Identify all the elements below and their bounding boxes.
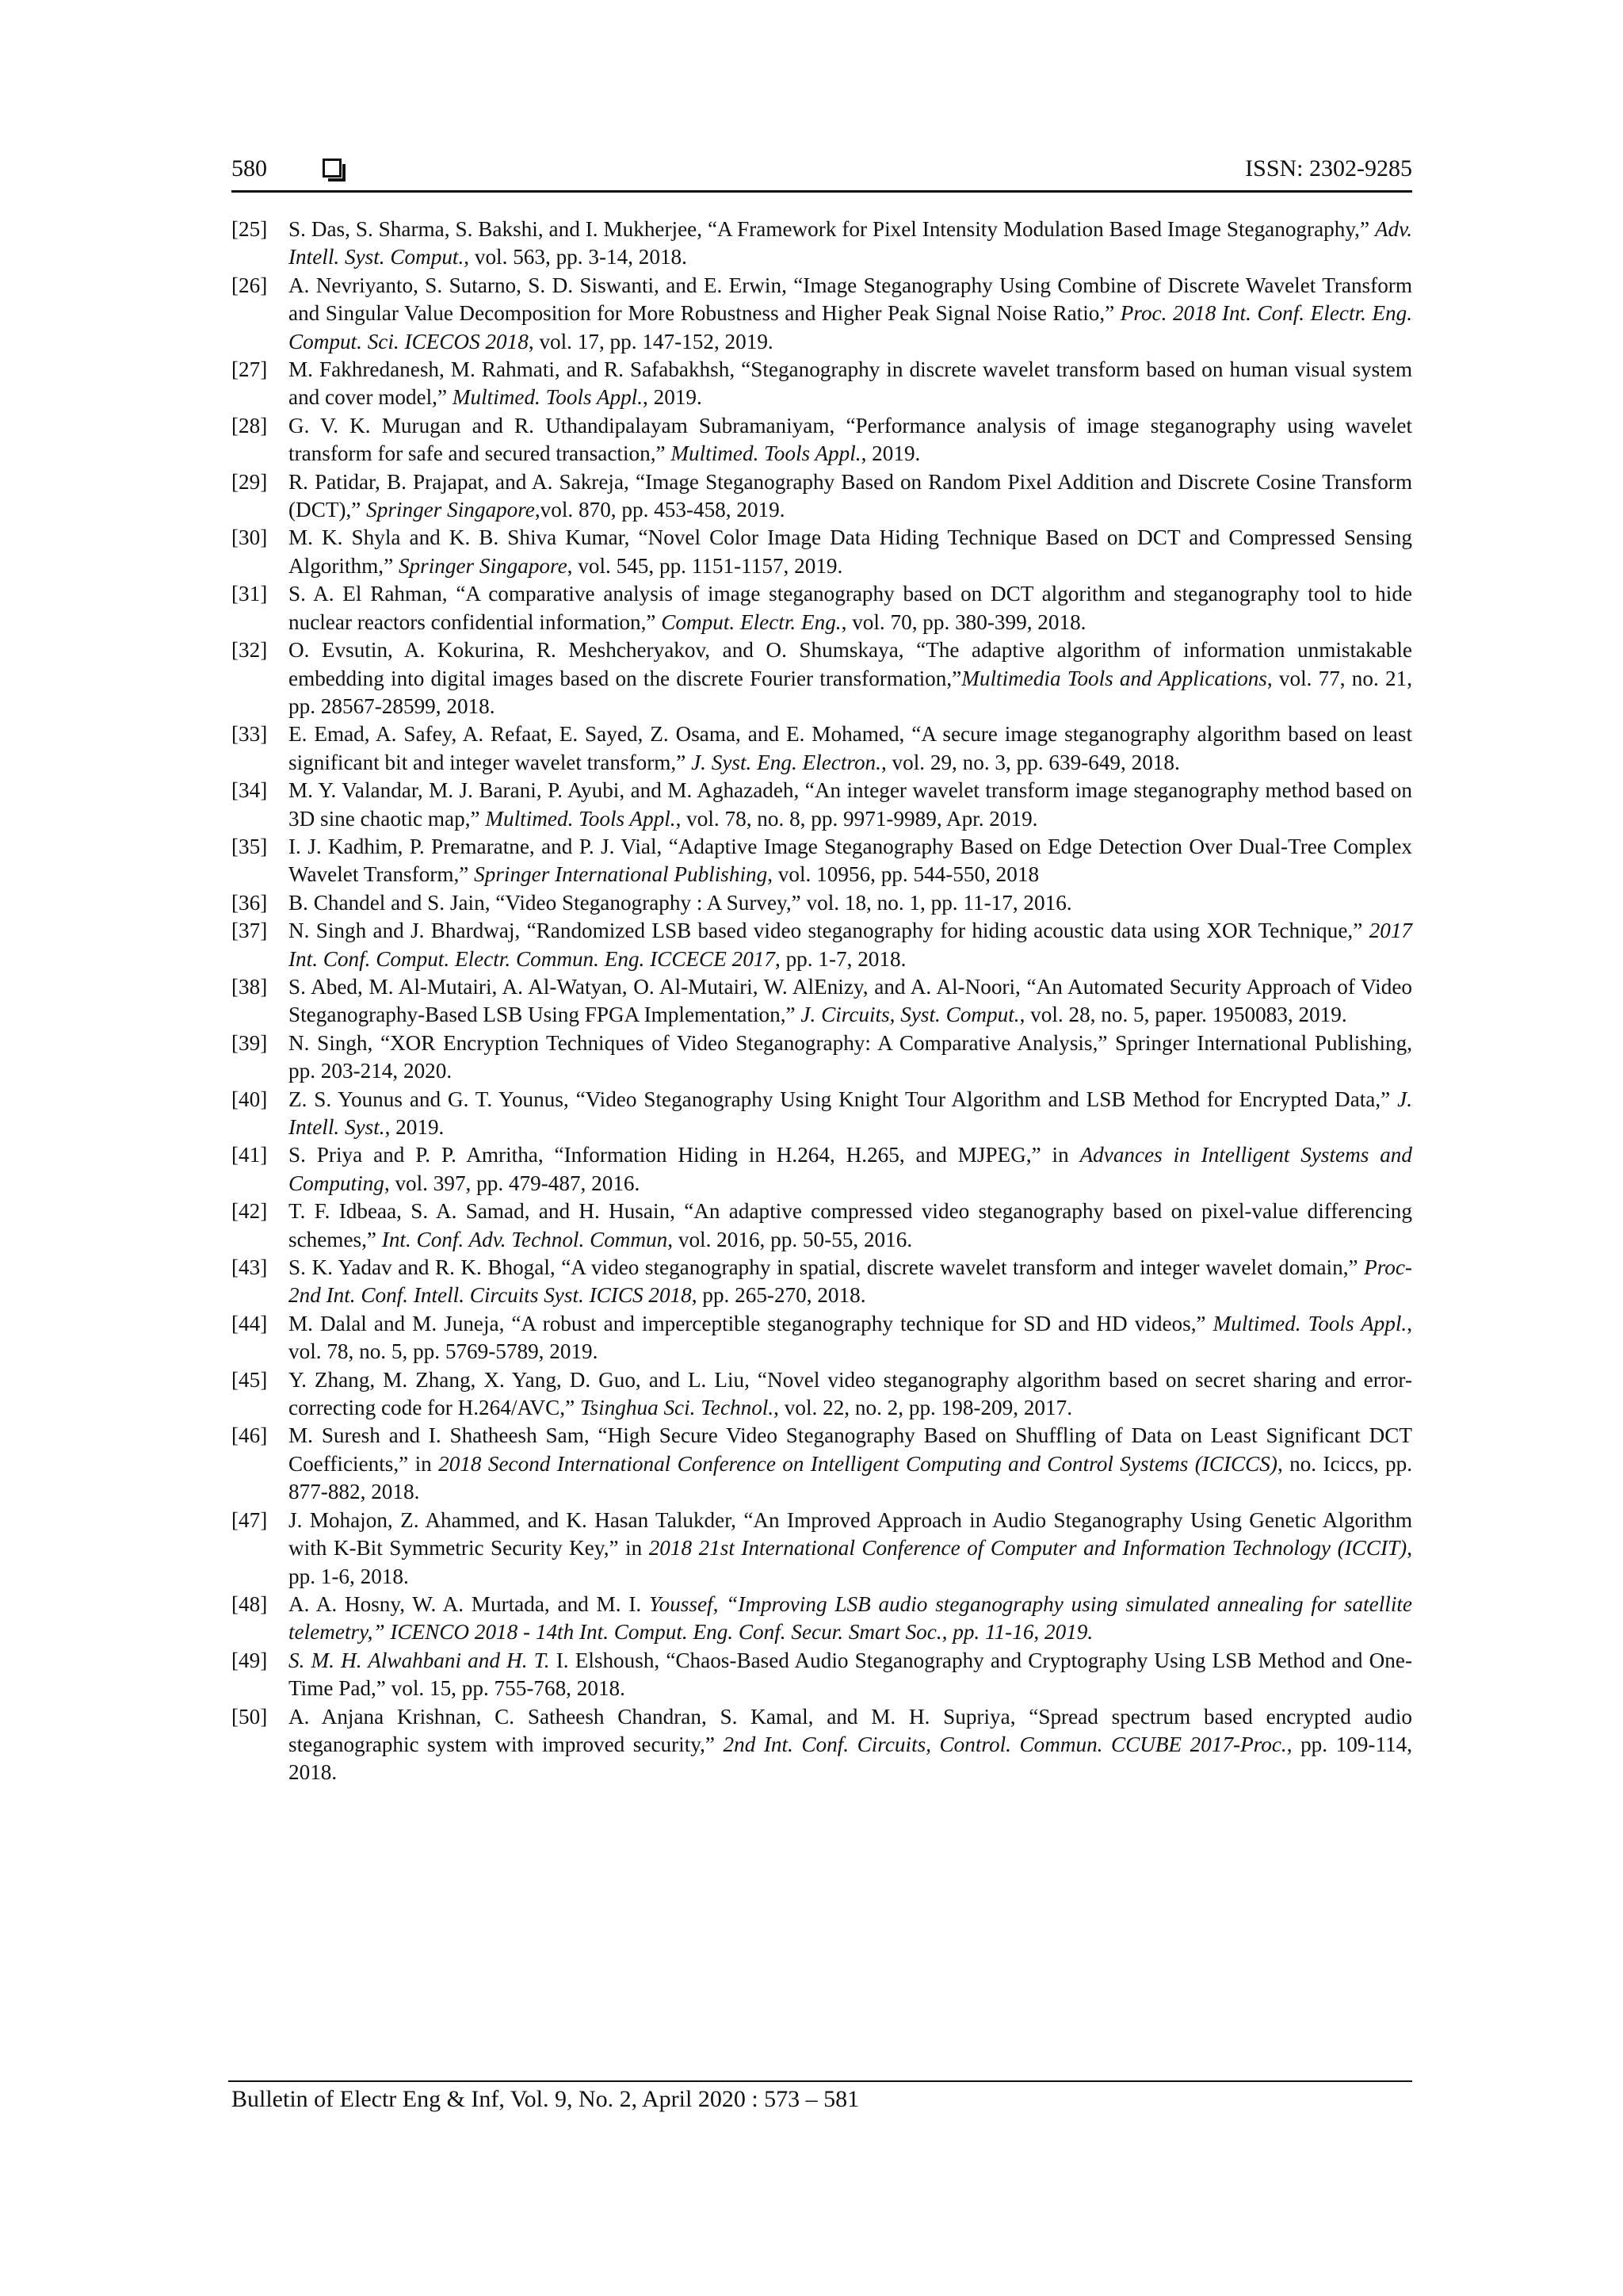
reference-number: [28] [231, 413, 268, 437]
reference-number: [34] [231, 778, 268, 803]
reference-source: Advances in Intelligent Systems and Computing [288, 1143, 1412, 1195]
reference-segment: M. Suresh and I. Shatheesh Sam, “High Secure Video Steganography Based on Shuffling of Data on Least Significant DCT Coefficients,” in [288, 1423, 1412, 1476]
reference-segment: S. Priya and P. P. Amritha, “Information Hiding in H.264, H.265, and MJPEG,” in [288, 1143, 1080, 1167]
reference-item [231, 1254, 1412, 1310]
reference-source: Multimedia Tools and Applications [961, 666, 1267, 690]
reference-number: [47] [231, 1507, 268, 1532]
reference-segment: , vol. 78, no. 8, pp. 9971-9989, Apr. 2019. [675, 806, 1038, 831]
reference-item [231, 1591, 1412, 1647]
reference-item [231, 636, 1412, 720]
reference-segment: R. Patidar, B. Prajapat, and A. Sakreja, “Image Steganography Based on Random Pixel Addition and Discrete Cosine Transform (DCT),” [288, 469, 1412, 522]
reference-number: [30] [231, 525, 268, 550]
reference-segment: G. V. K. Murugan and R. Uthandipalayam Subramaniyam, “Performance analysis of image steganography using wavelet transform for safe and secured transaction,” [288, 413, 1412, 466]
reference-text [288, 1141, 1412, 1198]
reference-segment: S. K. Yadav and R. K. Bhogal, “A video steganography in spatial, discrete wavelet transform and integer wavelet domain,” [288, 1255, 1365, 1280]
reference-source: Proc. 2018 Int. Conf. Electr. Eng. Comput. Sci. ICECOS 2018 [288, 301, 1413, 353]
reference-number: [26] [231, 273, 268, 297]
reference-segment: , 2019. [643, 385, 702, 410]
reference-segment: S. Abed, M. Al-Mutairi, A. Al-Watyan, O. Al-Mutairi, W. AlEnizy, and A. Al-Noori, “An Automated Security Approach of Video Steganography-Based LSB Using FPGA Implementation,” [288, 974, 1412, 1027]
reference-segment: , 2019. [384, 1115, 445, 1139]
reference-segment: , vol. 22, no. 2, pp. 198-209, 2017. [773, 1396, 1073, 1420]
reference-source: 2017 Int. Conf. Comput. Electr. Commun. Eng. ICCECE 2017 [288, 919, 1412, 971]
reference-number: [49] [231, 1648, 268, 1672]
reference-segment: J. Mohajon, Z. Ahammed, and K. Hasan Talukder, “An Improved Approach in Audio Steganography Using Genetic Algorithm with K-Bit Symmetric Security Key,” in [288, 1507, 1412, 1561]
reference-item [231, 1086, 1412, 1142]
reference-item [231, 1310, 1412, 1366]
reference-source: Springer Singapore [366, 498, 535, 522]
reference-number: [41] [231, 1143, 268, 1167]
reference-text [288, 1647, 1412, 1703]
reference-text [288, 1030, 1412, 1086]
footer-citation: Bulletin of Electr Eng & Inf, Vol. 9, No. 2, April 2020 : 573 – 581 [231, 2086, 860, 2112]
footer-rule [228, 2080, 1412, 2082]
reference-segment: , pp. 1-6, 2018. [288, 1536, 1412, 1588]
box-icon [323, 159, 342, 178]
reference-number: [45] [231, 1367, 268, 1392]
reference-source: Youssef, “Improving LSB audio steganography using simulated annealing for satellite telemetry,” ICENCO 2018 - 14th Int. Comput. Eng. Conf. Secur. Smart Soc., pp. 11-16, 2019. [288, 1591, 1412, 1645]
reference-segment: , vol. 70, pp. 380-399, 2018. [841, 609, 1086, 634]
reference-source: 2nd Int. Conf. Circuits, Control. Commun. CCUBE 2017-Proc. [723, 1732, 1287, 1756]
reference-segment: E. Emad, A. Safey, A. Refaat, E. Sayed, Z. Osama, and E. Mohamed, “A secure image steganography algorithm based on least significant bit and integer wavelet transform,” [288, 722, 1412, 774]
reference-text [288, 272, 1412, 356]
reference-source: Multimed. Tools Appl. [670, 441, 861, 466]
reference-source: S. M. H. Alwahbani and H. T. [288, 1648, 550, 1672]
reference-segment: M. K. Shyla and K. B. Shiva Kumar, “Novel Color Image Data Hiding Technique Based on DCT and Compressed Sensing Algorithm,” [288, 525, 1412, 578]
reference-text [288, 1086, 1412, 1142]
reference-segment: I. Elshoush, “Chaos-Based Audio Steganography and Cryptography Using LSB Method and One-Time Pad,” vol. 15, pp. 755-768, 2018. [288, 1648, 1413, 1701]
reference-item [231, 1198, 1412, 1254]
reference-number: [46] [231, 1423, 268, 1448]
reference-item [231, 1422, 1412, 1506]
reference-text [288, 917, 1412, 973]
reference-text [288, 356, 1412, 412]
reference-source: Int. Conf. Adv. Technol. Commun [381, 1227, 668, 1251]
reference-segment: N. Singh, “XOR Encryption Techniques of Video Steganography: A Comparative Analysis,” Springer International Publishing, pp. 203-214, 2020. [288, 1030, 1412, 1083]
reference-segment: Z. S. Younus and G. T. Younus, “Video Steganography Using Knight Tour Algorithm and LSB Method for Encrypted Data,” [288, 1087, 1398, 1111]
reference-item [231, 468, 1412, 525]
reference-segment: M. Dalal and M. Juneja, “A robust and imperceptible steganography technique for SD and HD videos,” [288, 1311, 1213, 1335]
reference-item [231, 580, 1412, 636]
reference-segment: A. A. Hosny, W. A. Murtada, and M. I. [288, 1591, 649, 1616]
reference-number: [50] [231, 1704, 268, 1729]
reference-segment: ,vol. 870, pp. 453-458, 2019. [534, 498, 785, 522]
reference-item [231, 973, 1412, 1030]
reference-segment: , vol. 563, pp. 3-14, 2018. [464, 245, 687, 269]
reference-number: [36] [231, 890, 268, 915]
reference-segment: M. Fakhredanesh, M. Rahmati, and R. Safabakhsh, “Steganography in discrete wavelet transform based on human visual system and cover model,” [288, 357, 1412, 410]
reference-item [231, 412, 1412, 468]
reference-text [288, 636, 1412, 720]
reference-source: 2018 21st International Conference of Computer and Information Technology (ICCIT) [648, 1536, 1407, 1561]
reference-item [231, 1647, 1412, 1703]
header-rule [231, 190, 1412, 193]
reference-item [231, 1030, 1412, 1086]
reference-item [231, 1366, 1412, 1423]
page-header [231, 155, 1412, 192]
reference-number: [31] [231, 582, 268, 606]
reference-segment: , vol. 77, no. 21, pp. 28567-28599, 2018. [288, 666, 1412, 718]
reference-number: [27] [231, 357, 268, 382]
reference-text [288, 1422, 1412, 1506]
reference-text [288, 833, 1412, 889]
reference-segment: O. Evsutin, A. Kokurina, R. Meshcheryakov, and O. Shumskaya, “The adaptive algorithm of information unmistakable embedding into digital images based on the discrete Fourier transformation,” [288, 638, 1412, 690]
reference-list [231, 216, 1412, 1787]
reference-segment: , vol. 29, no. 3, pp. 639-649, 2018. [880, 750, 1180, 774]
reference-number: [38] [231, 974, 268, 999]
reference-source: 2018 Second International Conference on Intelligent Computing and Control Systems (ICICCS) [438, 1451, 1277, 1476]
reference-segment: A. Nevriyanto, S. Sutarno, S. D. Siswanti, and E. Erwin, “Image Steganography Using Combine of Discrete Wavelet Transform and Singular Value Decomposition for More Robustness and Higher Peak Signal Noise Ratio,” [288, 273, 1412, 326]
reference-number: [35] [231, 834, 268, 858]
issn: ISSN: 2302-9285 [1245, 155, 1412, 181]
reference-segment: , vol. 28, no. 5, paper. 1950083, 2019. [1019, 1003, 1347, 1027]
reference-item [231, 216, 1412, 272]
reference-text [288, 468, 1412, 525]
reference-item [231, 1703, 1412, 1787]
reference-source: Multimed. Tools Appl. [1212, 1311, 1407, 1335]
reference-item [231, 356, 1412, 412]
reference-segment: , vol. 78, no. 5, pp. 5769-5789, 2019. [288, 1311, 1413, 1364]
reference-segment: , vol. 2016, pp. 50-55, 2016. [667, 1227, 913, 1251]
reference-text [288, 1703, 1412, 1787]
reference-segment: S. A. El Rahman, “A comparative analysis of image steganography based on DCT algorithm and steganography tool to hide nuclear reactors confidential information,” [288, 582, 1412, 634]
reference-source: Tsinghua Sci. Technol. [579, 1396, 774, 1420]
reference-item [231, 720, 1412, 777]
reference-segment: B. Chandel and S. Jain, “Video Steganography : A Survey,” vol. 18, no. 1, pp. 11-17, 2016. [288, 890, 1072, 915]
reference-number: [48] [231, 1591, 268, 1616]
reference-text [288, 720, 1412, 777]
reference-item [231, 524, 1412, 580]
reference-segment: , pp. 265-270, 2018. [691, 1283, 866, 1308]
reference-segment: Y. Zhang, M. Zhang, X. Yang, D. Guo, and L. Liu, “Novel video steganography algorithm based on secret sharing and error-correcting code for H.264/AVC,” [288, 1367, 1412, 1420]
reference-number: [32] [231, 638, 268, 663]
reference-number: [40] [231, 1087, 268, 1111]
reference-segment: N. Singh and J. Bhardwaj, “Randomized LSB based video steganography for hiding acoustic data using XOR Technique,” [288, 919, 1369, 943]
reference-segment: I. J. Kadhim, P. Premaratne, and P. J. Vial, “Adaptive Image Steganography Based on Edge Detection Over Dual-Tree Complex Wavelet Transform,” [288, 834, 1412, 887]
reference-item [231, 917, 1412, 973]
reference-source: Proc-2nd Int. Conf. Intell. Circuits Syst. ICICS 2018 [288, 1255, 1412, 1308]
reference-segment: , vol. 10956, pp. 544-550, 2018 [767, 862, 1040, 887]
reference-source: Comput. Electr. Eng. [661, 609, 842, 634]
reference-segment: , vol. 17, pp. 147-152, 2019. [528, 329, 773, 353]
reference-segment: , vol. 397, pp. 479-487, 2016. [384, 1171, 640, 1195]
reference-source: Springer Singapore [398, 553, 567, 578]
reference-source: Springer International Publishing [474, 862, 768, 887]
reference-source: Multimed. Tools Appl. [485, 806, 676, 831]
reference-text [288, 1198, 1412, 1254]
reference-item [231, 1141, 1412, 1198]
reference-source: Adv. Intell. Syst. Comput. [288, 217, 1412, 269]
reference-item [231, 833, 1412, 889]
reference-segment: , 2019. [861, 441, 921, 466]
reference-segment: T. F. Idbeaa, S. A. Samad, and H. Husain, “An adaptive compressed video steganography based on pixel-value differencing schemes,” [288, 1199, 1412, 1251]
reference-source: J. Circuits, Syst. Comput. [800, 1003, 1020, 1027]
reference-number: [42] [231, 1199, 268, 1224]
reference-number: [39] [231, 1030, 268, 1055]
reference-text [288, 1366, 1412, 1423]
reference-segment: , pp. 1-7, 2018. [774, 946, 907, 971]
reference-item [231, 889, 1412, 917]
reference-item [231, 777, 1412, 833]
reference-text [288, 1254, 1412, 1310]
reference-text [288, 1591, 1412, 1647]
reference-number: [43] [231, 1255, 268, 1280]
reference-item [231, 1507, 1412, 1591]
reference-segment: , no. Iciccs, pp. 877-882, 2018. [288, 1451, 1412, 1504]
reference-number: [29] [231, 469, 268, 494]
reference-source: J. Intell. Syst. [288, 1087, 1412, 1139]
reference-number: [25] [231, 217, 268, 241]
reference-text [288, 889, 1412, 917]
reference-text [288, 777, 1412, 833]
reference-segment: , vol. 545, pp. 1151-1157, 2019. [567, 553, 843, 578]
reference-item [231, 272, 1412, 356]
page-number: 580 [231, 155, 267, 181]
reference-text [288, 1507, 1412, 1591]
reference-text [288, 216, 1412, 272]
reference-number: [33] [231, 722, 268, 747]
reference-source: J. Syst. Eng. Electron. [691, 750, 881, 774]
reference-text [288, 580, 1412, 636]
reference-text [288, 973, 1412, 1030]
reference-text [288, 412, 1412, 468]
reference-segment: A. Anjana Krishnan, C. Satheesh Chandran, S. Kamal, and M. H. Supriya, “Spread spectrum based encrypted audio steganographic system with improved security,” [288, 1704, 1412, 1756]
reference-number: [37] [231, 919, 268, 943]
reference-segment: , pp. 109-114, 2018. [288, 1732, 1413, 1785]
reference-source: Multimed. Tools Appl. [452, 385, 643, 410]
reference-text [288, 524, 1412, 580]
reference-segment: S. Das, S. Sharma, S. Bakshi, and I. Mukherjee, “A Framework for Pixel Intensity Modulation Based Image Steganography,” [288, 217, 1375, 241]
reference-text [288, 1310, 1412, 1366]
reference-segment: M. Y. Valandar, M. J. Barani, P. Ayubi, and M. Aghazadeh, “An integer wavelet transform image steganography method based on 3D sine chaotic map,” [288, 778, 1412, 831]
reference-number: [44] [231, 1311, 268, 1335]
